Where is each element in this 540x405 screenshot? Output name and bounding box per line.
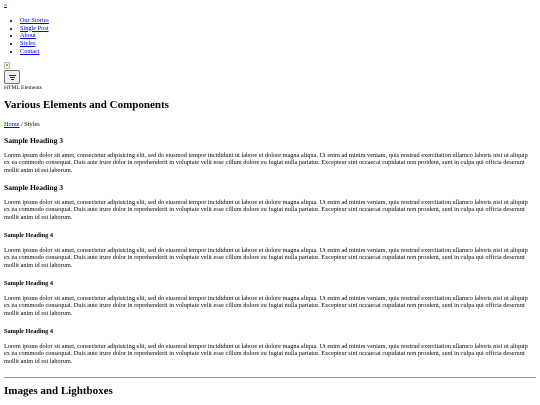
menu-toggle-button[interactable] xyxy=(4,70,20,84)
nav-link-single-post[interactable]: Single Post xyxy=(20,24,49,32)
content-section xyxy=(4,232,534,269)
content-section xyxy=(4,280,534,317)
nav-item-styles xyxy=(20,40,49,48)
nav-item-our-stories xyxy=(20,17,49,25)
section-heading: Sample Heading 3 xyxy=(4,183,64,192)
section-paragraph: Lorem ipsum dolor sit amet, consectetur adipisicing elit, sed do eiusmod tempor incididunt ut labore et dolore magna aliqua. Ut enim ad minim veniam, quis nostrud exercitation ullamco laboris nisi ut aliquip ex ea commodo consequat. Duis aute irure dolor in reprehenderit in voluptate velit esse cillum dolore eu fugiat nulla pariatur. Excepteur sint occaecat cupidatat non proident, sunt in culpa qui officia deserunt mollit anim id est laborum. xyxy=(4,199,528,221)
broken-image-icon xyxy=(4,62,10,69)
nav-link-styles[interactable]: Styles xyxy=(20,40,36,48)
nav-link-contact[interactable]: Contact xyxy=(20,47,40,55)
content-section xyxy=(4,136,534,174)
section-paragraph: Lorem ipsum dolor sit amet, consectetur adipisicing elit, sed do eiusmod tempor incididunt ut labore et dolore magna aliqua. Ut enim ad minim veniam, quis nostrud exercitation ullamco laboris nisi ut aliquip ex ea commodo consequat. Duis aute irure dolor in reprehenderit in voluptate velit esse cillum dolore eu fugiat nulla pariatur. Excepteur sint occaecat cupidatat non proident, sunt in culpa qui officia deserunt mollit anim id est laborum. xyxy=(4,247,528,269)
breadcrumb-separator: / xyxy=(19,121,25,128)
content-section xyxy=(4,183,534,221)
html-elements-label: HTML Elements xyxy=(4,85,42,91)
page-title: Various Elements and Components xyxy=(4,99,169,111)
breadcrumb-current: Styles xyxy=(24,121,40,128)
nav-link-about[interactable]: About xyxy=(20,32,36,40)
nav-item-single-post xyxy=(20,25,49,33)
nav-item-about xyxy=(20,32,49,40)
top-link[interactable]: » xyxy=(4,2,7,8)
main-nav xyxy=(4,17,49,56)
section-heading: Sample Heading 4 xyxy=(4,328,53,335)
content-section xyxy=(4,328,534,365)
nav-link-our-stories[interactable]: Our Stories xyxy=(20,17,49,24)
nav-item-contact xyxy=(20,48,49,56)
section-divider xyxy=(4,377,536,378)
section-heading: Sample Heading 4 xyxy=(4,280,53,287)
section-paragraph: Lorem ipsum dolor sit amet, consectetur adipisicing elit, sed do eiusmod tempor incididunt ut labore et dolore magna aliqua. Ut enim ad minim veniam, quis nostrud exercitation ullamco laboris nisi ut aliquip ex ea commodo consequat. Duis aute irure dolor in reprehenderit in voluptate velit esse cillum dolore eu fugiat nulla pariatur. Excepteur sint occaecat cupidatat non proident, sunt in culpa qui officia deserunt mollit anim id est laborum. xyxy=(4,152,528,174)
images-section-title: Images and Lightboxes xyxy=(4,385,113,397)
section-heading: Sample Heading 4 xyxy=(4,232,53,239)
section-paragraph: Lorem ipsum dolor sit amet, consectetur adipisicing elit, sed do eiusmod tempor incididunt ut labore et dolore magna aliqua. Ut enim ad minim veniam, quis nostrud exercitation ullamco laboris nisi ut aliquip ex ea commodo consequat. Duis aute irure dolor in reprehenderit in voluptate velit esse cillum dolore eu fugiat nulla pariatur. Excepteur sint occaecat cupidatat non proident, sunt in culpa qui officia deserunt mollit anim id est laborum. xyxy=(4,295,528,317)
section-paragraph: Lorem ipsum dolor sit amet, consectetur adipisicing elit, sed do eiusmod tempor incididunt ut labore et dolore magna aliqua. Ut enim ad minim veniam, quis nostrud exercitation ullamco laboris nisi ut aliquip ex ea commodo consequat. Duis aute irure dolor in reprehenderit in voluptate velit esse cillum dolore eu fugiat nulla pariatur. Excepteur sint occaecat cupidatat non proident, sunt in culpa qui officia deserunt mollit anim id est laborum. xyxy=(4,343,528,365)
breadcrumb-home-link[interactable]: Home xyxy=(4,121,20,128)
section-heading: Sample Heading 3 xyxy=(4,136,64,145)
breadcrumb xyxy=(4,121,40,128)
